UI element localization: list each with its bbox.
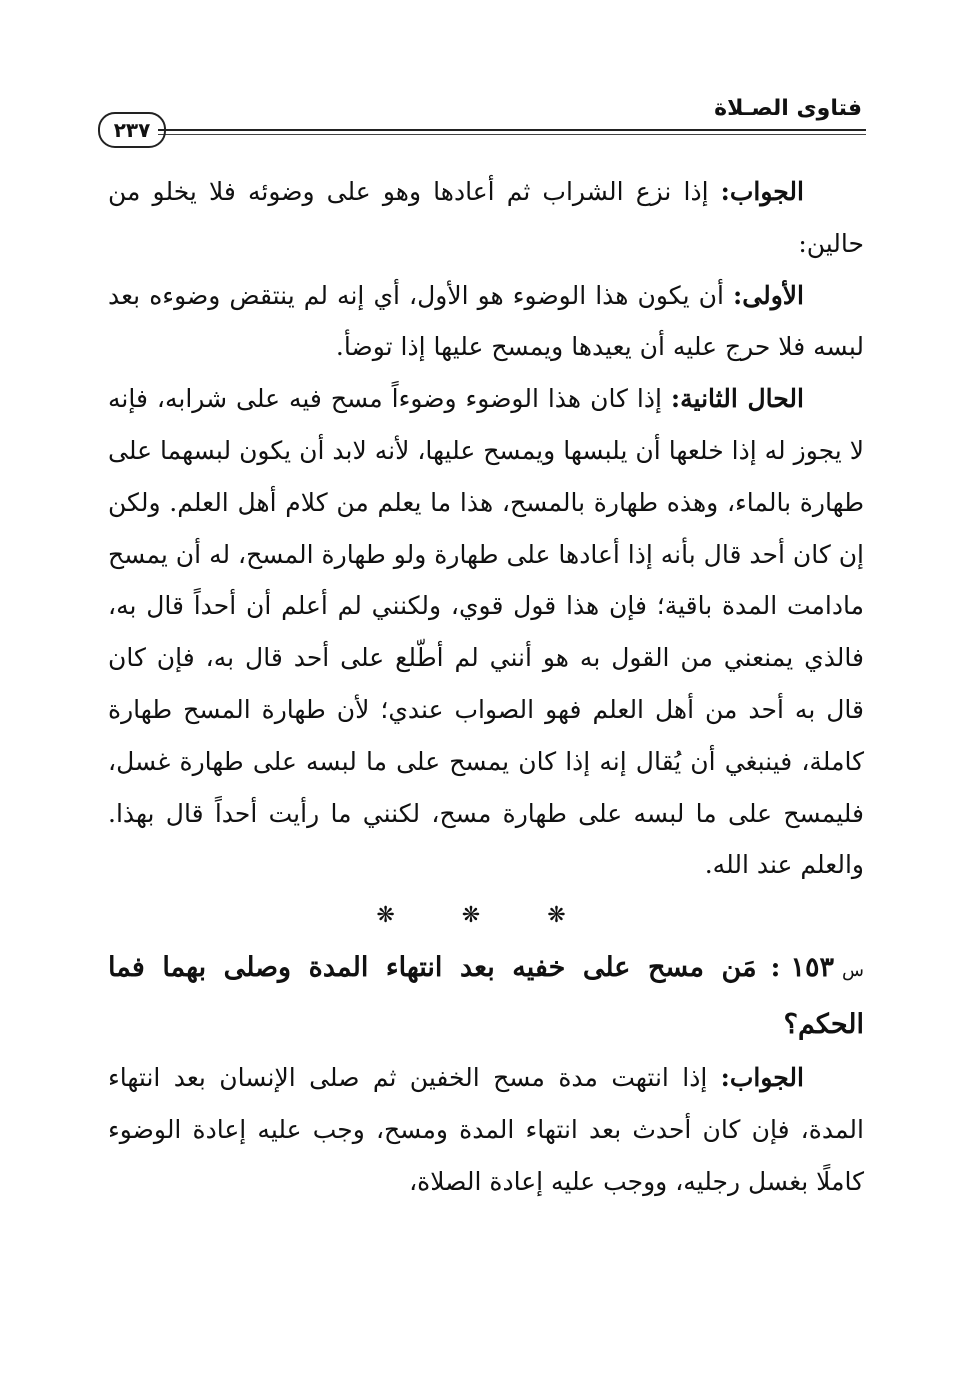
question-text: مَن مسح على خفيه بعد انتهاء المدة وصلى بهما فما الحكم؟ [108, 952, 864, 1041]
first-case-text: أن يكون هذا الوضوء هو الأول، أي إنه لم ينتقض وضوءه بعد لبسه فلا حرج عليه أن يعيدها ويمسح عليها إذا توضأ. [108, 280, 864, 362]
second-case-text: إذا كان هذا الوضوء وضوءاً مسح فيه على شرابه، فإنه لا يجوز له إذا خلعها أن يلبسها ويمسح عليها، لأنه لابد أن يكون لبسهما على طهارة بالماء، وهذه طهارة بالمسح، هذا ما يعلم من كلام أهل العلم. ولكن إن كان أحد قال بأنه إذا أعادها على طهارة ولو طهارة المسح، له أن يمسح مادامت المدة باقية؛ فإن هذا قول قوي، ولكنني لم أعلم أن أحداً قال به، فالذي يمنعني من القول به هو أنني لم أطّلع على أحد قال به، فإن كان قال به أحد من أهل العلم فهو الصواب عندي؛ لأن طهارة المسح طهارة كاملة، فينبغي أن يُقال إنه إذا كان يمسح على ما لبسه على طهارة غسل، فليمسح على ما لبسه على طهارة مسح، لكنني ما رأيت أحداً قال بهذا. والعلم عند الله. [108, 384, 864, 880]
header-rule-thin [158, 134, 866, 135]
section-separator: ❋ ❋ ❋ [376, 903, 596, 929]
answer-text: إذا نزع الشراب ثم أعادها وهو على وضوئه فلا يخلو من حالين: [108, 177, 864, 258]
answer-paragraph [108, 166, 864, 270]
first-case-lead: الأولى: [733, 280, 804, 310]
first-case-paragraph [108, 270, 864, 374]
second-case-paragraph [108, 373, 864, 891]
question-paragraph [108, 941, 864, 1052]
answer-lead-2: الجواب: [720, 1063, 804, 1093]
question-number: ١٥٣ [790, 952, 835, 984]
question-marker: س [842, 960, 864, 982]
second-case-lead: الحال الثانية: [670, 384, 804, 414]
running-title: فتاوى الصـلاة [714, 96, 862, 121]
question-colon: : [770, 952, 781, 984]
answer-lead: الجواب: [720, 177, 804, 206]
page-number: ٢٣٧ [98, 112, 166, 148]
page-body [108, 166, 864, 1208]
header-rule [158, 129, 866, 131]
answer-paragraph-2 [108, 1052, 864, 1207]
answer-text-2: إذا انتهت مدة مسح الخفين ثم صلى الإنسان بعد انتهاء المدة، فإن كان أحدث بعد انتهاء المدة ومسح، وجب عليه إعادة الوضوء كاملًا بغسل رجليه، ووجب عليه إعادة الصلاة، [108, 1063, 864, 1196]
